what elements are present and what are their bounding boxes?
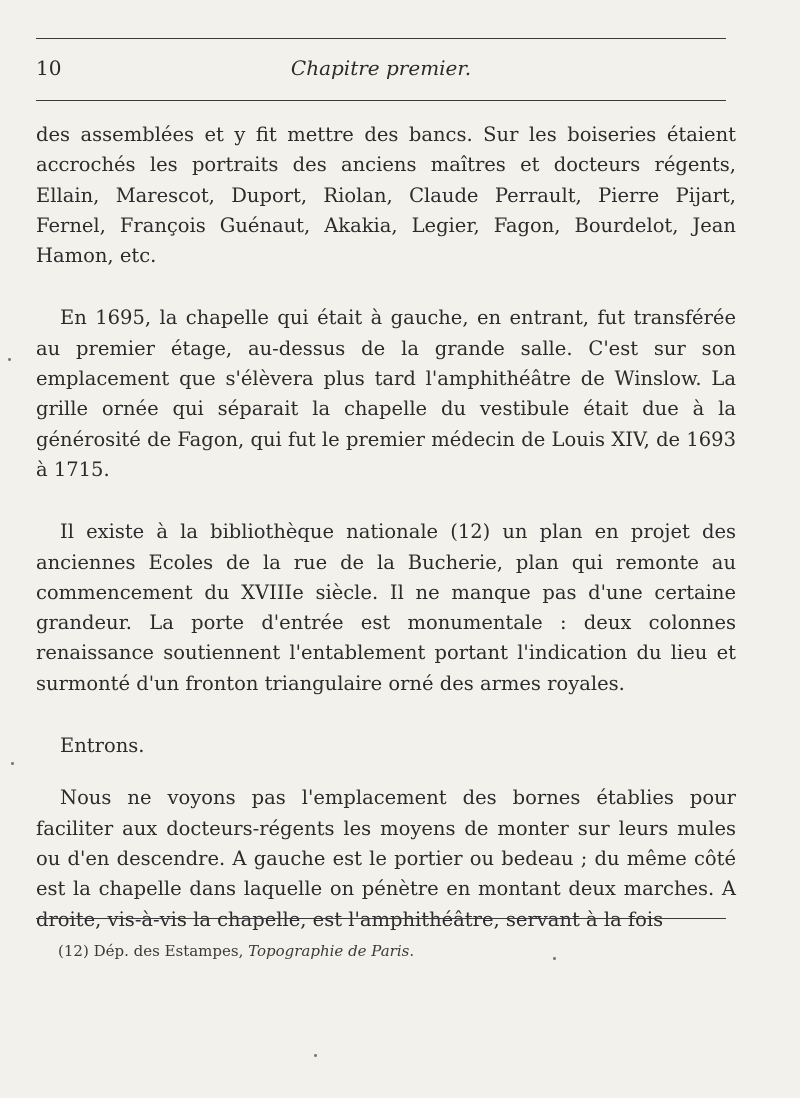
running-title: Chapitre premier.	[290, 56, 472, 80]
footnote-source: Dép. des Estampes,	[93, 942, 244, 960]
body-text	[36, 120, 736, 967]
paragraph-bornes: Nous ne voyons pas l'emplacement des bornes établies pour faciliter aux docteurs-régents les moyens de monter sur leurs mules ou d'en descendre. A gauche est le portier ou bedeau ; du même côté est la chapelle dans laquelle on pénètre en montant deux marches. A droite, vis-à-vis la chapelle, est l'amphithéâtre, servant à la fois	[36, 786, 736, 931]
print-speck	[314, 1054, 317, 1057]
print-speck	[8, 358, 11, 361]
header-bottom-rule	[36, 100, 726, 101]
paragraph-continuation: des assemblées et y fit mettre des bancs. Sur les boiseries étaient accrochés les portraits des anciens maîtres et docteurs régents, Ellain, Marescot, Duport, Riolan, Claude Perrault, Pierre Pijart, Fernel, François Guénaut, Akakia, Legier, Fagon, Bourdelot, Jean Hamon, etc.	[36, 123, 736, 268]
footnote-rule	[36, 918, 726, 919]
page-header	[36, 50, 726, 84]
paragraph-plan: Il existe à la bibliothèque nationale (12) un plan en projet des anciennes Ecoles de la rue de la Bucherie, plan qui remonte au commencement du XVIIIe siècle. Il ne manque pas d'une certaine grandeur. La porte d'entrée est monumentale : deux colonnes renaissance soutiennent l'entablement portant l'indication du lieu et surmonté d'un fronton triangulaire orné des armes royales.	[36, 520, 736, 695]
footnote-marker: (12)	[58, 942, 89, 960]
header-top-rule	[36, 38, 726, 39]
footnote-title: Topographie de Paris.	[248, 942, 415, 960]
paragraph-chapelle: En 1695, la chapelle qui était à gauche, en entrant, fut transférée au premier étage, au-dessus de la grande salle. C'est sur son emplacement que s'élèvera plus tard l'amphithéâtre de Winslow. La grille ornée qui séparait la chapelle du vestibule était due à la générosité de Fagon, qui fut le premier médecin de Louis XIV, de 1693 à 1715.	[36, 306, 736, 481]
print-speck	[11, 762, 14, 765]
print-speck	[553, 957, 556, 960]
footnote	[58, 942, 414, 960]
page-number: 10	[36, 56, 62, 80]
paragraph-entrons: Entrons.	[60, 734, 145, 758]
